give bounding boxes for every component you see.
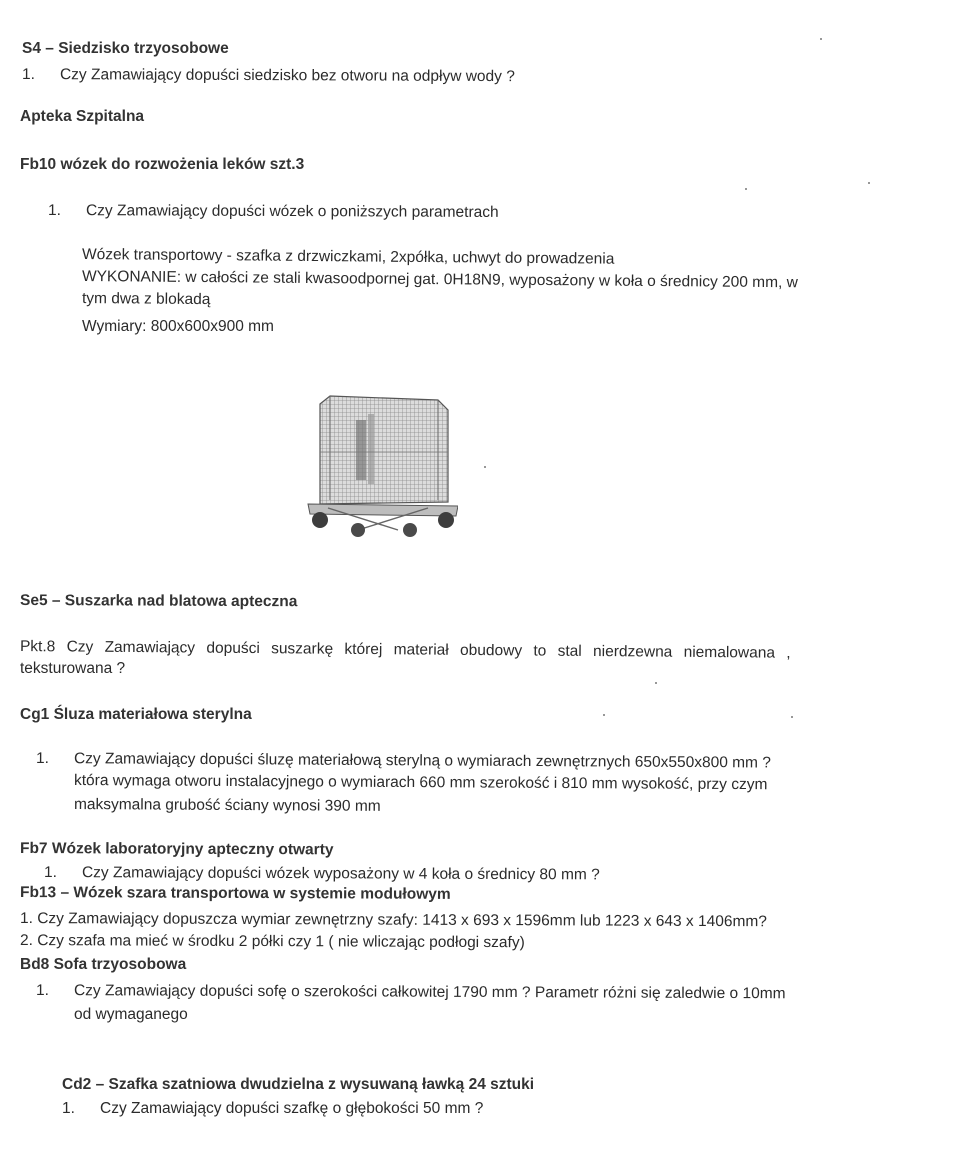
fb13-heading: Fb13 – Wózek szara transportowa w systemie modułowym [19, 884, 451, 903]
fb10-desc-line-1: Wózek transportowy - szafka z drzwiczkami, 2xpółka, uchwyt do prowadzenia [81, 246, 615, 268]
scan-speck [820, 38, 822, 40]
cd2-q1-number: 1. [62, 1100, 75, 1117]
fb7-heading: Fb7 Wózek laboratoryjny apteczny otwarty [19, 840, 334, 859]
se5-line-2: teksturowana ? [20, 660, 126, 677]
fb7-question-1 [44, 864, 600, 884]
fb10-q1-text: Czy Zamawiający dopuści wózek o poniższych parametrach [85, 202, 499, 221]
fb7-q1-number: 1. [43, 864, 57, 882]
apteka-heading: Apteka Szpitalna [20, 108, 145, 125]
s4-question-1 [22, 66, 515, 86]
fb13-question-2: 2. Czy szafa ma mieć w środku 2 półki czy 1 ( nie wliczając podłogi szafy) [19, 932, 525, 952]
cd2-q1-text: Czy Zamawiający dopuści szafkę o głębokości 50 mm ? [100, 1100, 484, 1117]
se5-heading: Se5 – Suszarka nad blatowa apteczna [19, 592, 298, 611]
scan-speck [745, 188, 747, 190]
fb10-question-1 [48, 202, 499, 222]
s4-q1-number: 1. [21, 66, 35, 84]
s4-heading: S4 – Siedzisko trzyosobowe [22, 40, 229, 57]
fb10-desc-line-2: WYKONANIE: w całości ze stali kwasoodpornej gat. 0H18N9, wyposażony w koła o średnicy 200 mm, w [81, 268, 798, 292]
cg1-heading: Cg1 Śluza materiałowa sterylna [20, 706, 252, 723]
fb10-desc-line-4: Wymiary: 800x600x900 mm [82, 318, 274, 335]
cg1-q1-number: 1. [35, 750, 49, 768]
cd2-heading: Cd2 – Szafka szatniowa dwudzielna z wysuwaną ławką 24 sztuki [62, 1076, 535, 1093]
transport-cart-photo [298, 392, 458, 540]
bd8-line-2: od wymaganego [74, 1006, 188, 1023]
se5-line-1 [20, 638, 791, 663]
fb10-heading: Fb10 wózek do rozwożenia leków szt.3 [20, 156, 305, 173]
cg1-line-2: która wymaga otworu instalacyjnego o wymiarach 660 mm szerokość i 810 mm wysokość, przy czym [73, 772, 768, 794]
cg1-line-1: Czy Zamawiający dopuści śluzę materiałową sterylną o wymiarach zewnętrznych 650x550x800 mm ? [73, 750, 771, 772]
cg1-line-3: maksymalna grubość ściany wynosi 390 mm [73, 796, 381, 815]
fb7-q1-text: Czy Zamawiający dopuści wózek wyposażony w 4 koła o średnicy 80 mm ? [81, 864, 600, 884]
scan-speck [655, 682, 657, 684]
bd8-line-1: Czy Zamawiający dopuści sofę o szerokości całkowitej 1790 mm ? Parametr różni się zaledwie o 10mm [73, 982, 786, 1003]
scan-speck [868, 182, 870, 184]
bd8-question-1 [36, 982, 786, 1003]
se5-line-1-text: Pkt.8 Czy Zamawiający dopuści suszarkę której materiał obudowy to stal nierdzewna niemalowana , [19, 638, 791, 662]
cd2-question-1 [62, 1100, 483, 1118]
bd8-heading: Bd8 Sofa trzyosobowa [20, 956, 187, 973]
scan-speck [791, 716, 793, 718]
fb10-q1-number: 1. [47, 202, 61, 220]
fb13-question-1: 1. Czy Zamawiający dopuszcza wymiar zewnętrzny szafy: 1413 x 693 x 1596mm lub 1223 x 643 x 1406mm? [19, 910, 767, 931]
bd8-q1-number: 1. [35, 982, 49, 1000]
cg1-question-1 [36, 750, 771, 772]
scan-speck [603, 714, 605, 716]
s4-q1-text: Czy Zamawiający dopuści siedzisko bez otworu na odpływ wody ? [59, 66, 515, 86]
fb10-desc-line-3: tym dwa z blokadą [81, 290, 211, 309]
scan-speck [484, 466, 486, 468]
